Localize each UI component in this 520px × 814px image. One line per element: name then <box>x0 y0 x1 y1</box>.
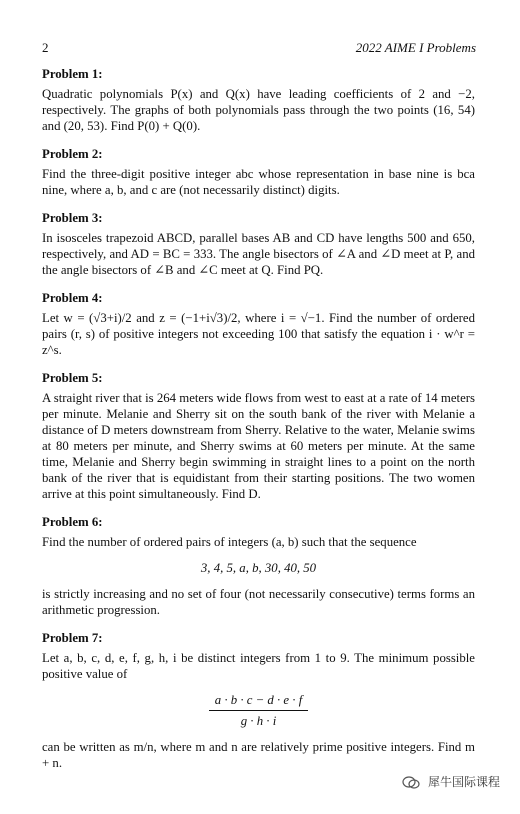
document-title: 2022 AIME I Problems <box>355 40 476 55</box>
problem-2 <box>42 146 475 198</box>
problem-title: Problem 6: <box>42 515 103 529</box>
problem-text: Quadratic polynomials P(x) and Q(x) have leading coefficients of 2 and −2, respectively. The graphs of both polynomials pass through the two points (16, 54) and (20, 53). Find P(0) + Q(0). <box>42 87 475 133</box>
watermark <box>402 773 500 790</box>
problem-text-continued: is strictly increasing and no set of four (not necessarily consecutive) terms forms an arithmetic progression. <box>42 587 475 617</box>
watermark-text: 犀牛国际课程 <box>427 775 500 789</box>
problem-text-continued: can be written as m/n, where m and n are relatively prime positive integers. Find m + n. <box>42 740 475 770</box>
problem-title: Problem 2: <box>42 147 103 161</box>
problem-6 <box>42 514 475 618</box>
problem-title: Problem 4: <box>42 291 103 305</box>
problem-text: In isosceles trapezoid ABCD, parallel bases AB and CD have lengths 500 and 650, respectively, and AD = BC = 333. The angle bisectors of ∠A and ∠D meet at P, and the angle bisectors of ∠B and ∠C meet at Q. Find PQ. <box>42 231 475 277</box>
problem-title: Problem 3: <box>42 211 103 225</box>
problems-list <box>42 66 475 783</box>
problem-text: A straight river that is 264 meters wide flows from west to east at a rate of 14 meters per minute. Melanie and Sherry sit on the south bank of the river with Melanie a distance of D meters downstream from Sherry. Relative to the water, Melanie swims at 80 meters per minute, and Sherry swims at 60 meters per minute. At the same time, Melanie and Sherry begin swimming in straight lines to a point on the north bank of the river that is equidistant from their starting positions. The two women arrive at this point simultaneously. Find D. <box>42 391 475 501</box>
problem-1 <box>42 66 475 134</box>
wechat-icon <box>402 776 420 790</box>
problem-title: Problem 5: <box>42 371 103 385</box>
problem-4 <box>42 290 475 358</box>
problem-title: Problem 7: <box>42 631 103 645</box>
problem-title: Problem 1: <box>42 67 103 81</box>
page-number: 2 <box>42 40 49 55</box>
problem-text: Find the number of ordered pairs of integers (a, b) such that the sequence <box>42 535 417 549</box>
problem-3 <box>42 210 475 278</box>
problem-text: Let w = (√3+i)/2 and z = (−1+i√3)/2, where i = √−1. Find the number of ordered pairs (r, s) of positive integers not exceeding 100 that satisfy the equation i · w^r = z^s. <box>42 311 475 357</box>
display-sequence: 3, 4, 5, a, b, 30, 40, 50 <box>200 561 317 575</box>
fraction-denominator: g · h · i <box>240 714 277 728</box>
problem-7 <box>42 630 475 771</box>
problem-text: Let a, b, c, d, e, f, g, h, i be distinct integers from 1 to 9. The minimum possible positive value of <box>42 651 475 681</box>
problem-5 <box>42 370 475 502</box>
fraction-numerator: a · b · c − d · e · f <box>209 692 309 711</box>
problem-text: Find the three-digit positive integer abc whose representation in base nine is bca nine, where a, b, and c are (not necessarily distinct) digits. <box>42 167 475 197</box>
display-fraction <box>42 692 475 729</box>
